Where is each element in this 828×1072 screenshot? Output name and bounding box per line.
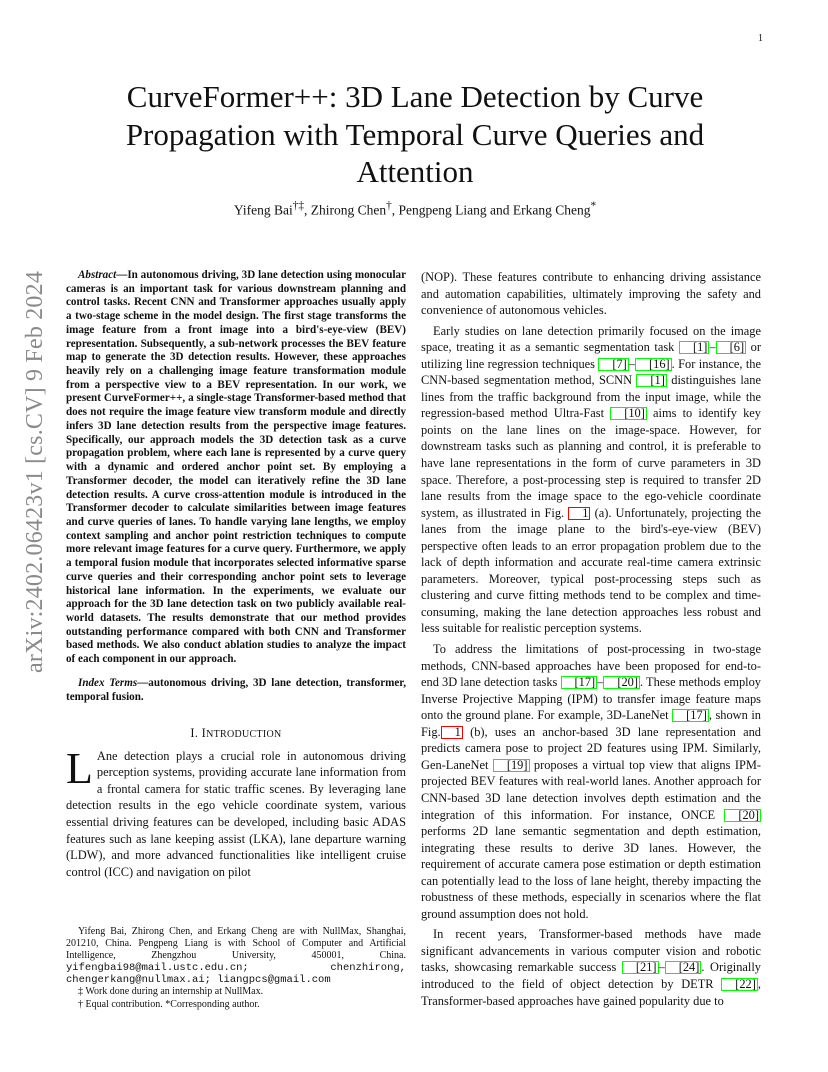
abstract-text: —In autonomous driving, 3D lane detection using monocular cameras is an important task for various downstream planning and control tasks. Recent CNN and Transformer approaches usually apply a two-stage scheme in the model design. The first stage transforms the image feature from a front image into a bird's-eye-view (BEV) representation. Subsequently, a sub-network processes the BEV feature map to generate the 3D detection results. However, these approaches heavily rely on a challenging image feature transformation module from a perspective view to a BEV representation. In our work, we present CurveFormer++, a single-stage Transformer-based method that does not require the image feature view transform module and directly infers 3D lane detection results from the perspective image features. Specifically, our approach models the 3D detection task as a curve propagation problem, where each lane is represented by a curve query with a dynamic and ordered anchor point set. By employing a Transformer decoder, the model can iteratively refine the 3D lane detection results. A curve cross-attention module is introduced in the Transformer decoder to calculate similarities between image features and curve queries of lanes. To handle varying lane lengths, we employ context sampling and anchor point restriction techniques to compute more relevant image features for a curve query. Furthermore, we apply a temporal fusion module that incorporates selected informative sparse curve queries and their corresponding anchor point sets to leverage historical lane information. In the experiments, we evaluate our approach for the 3D lane detection task on two publicly available real-world datasets. The results demonstrate that our method provides outstanding performance compared with both CNN and Transformer based methods. We also conduct ablation studies to analyze the impact of each component in our approach.: [66, 269, 406, 666]
body-text: or utilizing line regression techniques: [421, 340, 761, 371]
citation-link[interactable]: [17]: [561, 676, 598, 689]
citation-link[interactable]: [17]: [672, 709, 709, 722]
body-text: . Originally introduced to the field of object detection by DETR: [421, 960, 761, 991]
citation-link[interactable]: [16]: [635, 358, 672, 371]
citation-link[interactable]: [19]: [493, 759, 530, 772]
body-text: . These methods employ Inverse Projective Mapping (IPM) to transfer image feature maps onto the ground plane. For example, 3D-LaneNet: [421, 675, 762, 723]
affiliation-footnote: [66, 926, 406, 986]
arxiv-identifier-stamp[interactable]: arXiv:2402.06423v1 [cs.CV] 9 Feb 2024: [22, 270, 48, 673]
body-text: distinguishes lane lines from the traffic background from the input image, while the regression-based method Ultra-Fast: [421, 373, 761, 421]
equal-contribution-footnote: † Equal contribution. *Corresponding author.: [78, 998, 260, 1010]
index-terms-label: Index Terms: [78, 676, 138, 689]
citation-link[interactable]: [20]: [603, 676, 640, 689]
intro-paragraph-1-continued: (NOP). These features contribute to enhancing driving assistance and automation capabilities, ultimately improving the safety and convenience of autonomous vehicles.: [421, 270, 761, 318]
citation-link[interactable]: [21]: [622, 961, 659, 974]
author-affil-mark: †: [386, 200, 392, 212]
section-heading-introduction: [66, 725, 406, 744]
index-terms: [66, 677, 406, 704]
citation-link[interactable]: [1]: [679, 341, 709, 354]
author-emails: yifengbai98@mail.ustc.edu.cn; chenzhirong, chengerkang@nullmax.ai; liangpcs@gmail.com: [66, 962, 406, 987]
body-text: performs 2D lane semantic segmentation and depth estimation, integrating these results to derive 3D lanes. However, the requirement of accurate camera pose estimation or depth estimation can potentially lead to the loss of lane height, thereby impacting the robustness of these methods, especially in scenarios where the flat ground assumption does not hold.: [421, 824, 761, 921]
author-name: Yifeng Bai: [233, 202, 293, 218]
section-number: I.: [190, 726, 199, 741]
affiliation-text: Yifeng Bai, Zhirong Chen, and Erkang Cheng are with NullMax, Shanghai, 201210, China. Pengpeng Liang is with School of Computer and Artificial Intelligence, Zhengzhou University, 450001, China.: [66, 926, 406, 962]
page-number: 1: [758, 33, 763, 44]
body-text: (a). Unfortunately, projecting the lanes from the image plane to the bird's-eye-view (BEV) perspective often leads to an error propagation problem due to the lack of depth information and accurate real-time camera extrinsic parameters. Moreover, typical post-processing steps such as clustering and curve fitting methods tend to be complex and time-consuming, making the lane detection approaches less robust and less suitable for realistic perception systems.: [421, 505, 761, 636]
body-text: Early studies on lane detection primarily focused on the image space, treating it as a semantic segmentation task: [421, 323, 761, 355]
body-text: In recent years, Transformer-based methods have made significant advancements in various computer vision and robotic tasks, showcasing remarkable success: [421, 927, 761, 975]
author-list: [95, 200, 735, 219]
author-affil-mark: *: [590, 200, 597, 212]
author-name: , Pengpeng Liang and Erkang Cheng: [391, 202, 591, 218]
body-text: To address the limitations of post-processing in two-stage methods, CNN-based approaches have been proposed for end-to-end 3D lane detection tasks: [421, 642, 761, 690]
abstract-label: Abstract: [78, 269, 117, 281]
body-text: –: [709, 340, 716, 355]
paper-title: CurveFormer++: 3D Lane Detection by Curve Propagation with Temporal Curve Queries and Attention: [125, 79, 705, 189]
body-text: , shown in Fig.: [421, 708, 761, 739]
internship-footnote: ‡ Work done during an internship at NullMax.: [78, 986, 264, 998]
figure-link[interactable]: 1: [568, 507, 590, 520]
intro-paragraph-1-text: Ane detection plays a crucial role in autonomous driving perception systems, providing accurate lane information from a frontal camera for static traffic scenes. By leveraging lane detection results in the ego vehicle coordinate system, various essential driving features can be developed, including basic ADAS features such as lane keeping assist (LKA), lane departure warning (LDW), and more advanced functionalities like intelligent cruise control (ICC) and navigation on pilot: [66, 748, 406, 879]
drop-cap-letter: L: [66, 743, 93, 793]
intro-paragraph-1: [66, 743, 406, 880]
left-column: [66, 269, 406, 880]
figure-link[interactable]: 1: [441, 726, 463, 739]
body-text: –: [628, 356, 636, 371]
body-text: –: [658, 960, 665, 975]
intro-paragraph-3: [421, 641, 761, 922]
body-text: aims to identify key points on the lane lines on the image-space. However, for downstream tasks such as planning and control, it is preferable to have lane representations in the form of curve parameters in 3D space. Therefore, a post-processing step is required to transfer 2D lane results from the image space to the ego-vehicle coordinate system, as illustrated in Fig.: [421, 406, 761, 520]
body-text: , Transformer-based approaches have gained popularity due to: [421, 976, 761, 1008]
section-title-initial: I: [201, 726, 207, 741]
author-affil-mark: †‡: [292, 200, 305, 212]
citation-link[interactable]: [20]: [724, 809, 761, 822]
footnotes: [66, 926, 406, 1011]
author-name: , Zhirong Chen: [304, 202, 387, 218]
citation-link[interactable]: [10]: [610, 407, 647, 420]
body-text: (b), uses an anchor-based 3D lane representation and predicts camera pose to project 2D features using IPM. Similarly, Gen-LaneNet: [421, 724, 761, 772]
section-title-rest: NTRODUCTION: [206, 729, 282, 741]
intro-paragraph-2: [421, 323, 761, 637]
intro-paragraph-4: [421, 926, 761, 1009]
index-terms-text: —autonomous driving, 3D lane detection, transformer, temporal fusion.: [66, 676, 406, 703]
right-column: [421, 269, 761, 1009]
citation-link[interactable]: [1]: [636, 374, 666, 387]
citation-link[interactable]: [6]: [716, 341, 746, 354]
body-text: . For instance, the CNN-based segmentation method, SCNN: [421, 356, 761, 388]
body-text: proposes a virtual top view that aligns IPM-projected BEV features with real-world lanes. Another approach for CNN-based 3D lane detection involves depth estimation and the integration of this information. For instance, ONCE: [421, 757, 761, 822]
body-text: –: [597, 675, 604, 690]
citation-link[interactable]: [7]: [598, 358, 628, 371]
abstract: [66, 269, 406, 667]
citation-link[interactable]: [24]: [665, 961, 702, 974]
citation-link[interactable]: [22]: [721, 978, 758, 991]
